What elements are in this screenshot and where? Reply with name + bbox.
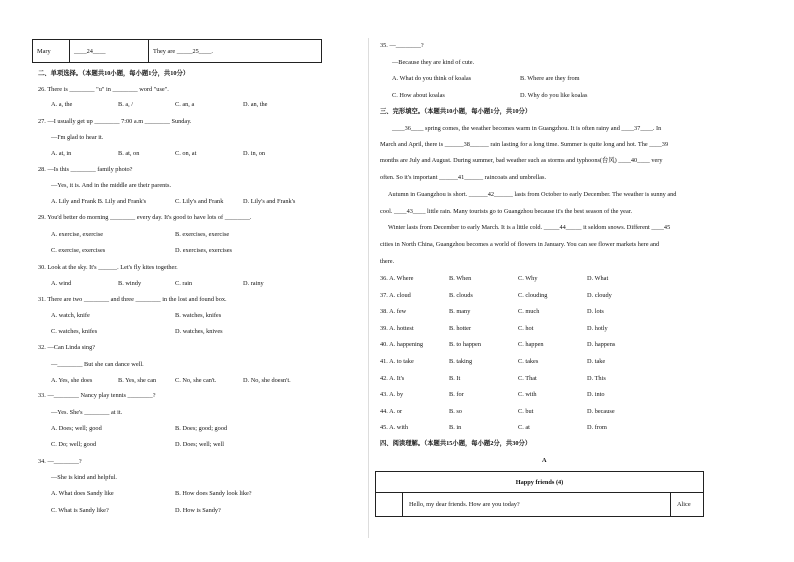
question-33-option: C. Do; well; good bbox=[51, 441, 97, 448]
question-30-option: A. wind bbox=[51, 280, 72, 287]
happy-friends-line: Hello, my dear friends. How are you today? bbox=[403, 493, 671, 517]
passage-line: Autumn in Guangzhou is short. ______42______ lasts from October to early December. The weather is sunny and bbox=[388, 191, 677, 198]
question-29-option: A. exercise, exercise bbox=[51, 231, 104, 238]
cloze-option: 38. A. few bbox=[380, 308, 407, 316]
passage-line: ____36____ spring comes, the weather becomes warm in Guangzhou. It is often rainy and ____37____. In bbox=[392, 125, 662, 132]
cloze-option: D. from bbox=[587, 424, 607, 432]
question-27-dialog: —I'm glad to hear it. bbox=[51, 134, 104, 141]
question-34-option: D. How is Sandy? bbox=[175, 507, 221, 514]
cloze-option: C. happen bbox=[518, 341, 544, 349]
passage-line: months are July and August. During summer, bad weather such as storms and typhoons(台风) ____40____ very bbox=[380, 157, 663, 164]
cloze-option: D. into bbox=[587, 391, 605, 399]
question-34: 34. —________? bbox=[38, 458, 82, 465]
table-cell-name: Mary bbox=[33, 40, 70, 63]
q35-option-c: C. How about koalas bbox=[392, 92, 445, 99]
question-31-option: A. watch, knife bbox=[51, 312, 90, 319]
q35-option-b: B. Where are they from bbox=[520, 75, 580, 82]
question-29-option: B. exercises, exercise bbox=[175, 231, 230, 238]
happy-friends-speaker: Alice bbox=[671, 493, 704, 517]
cloze-option: B. When bbox=[449, 275, 472, 282]
question-34-option: A. What does Sandy like bbox=[51, 490, 114, 497]
cloze-option: D. lots bbox=[587, 308, 604, 316]
cloze-option: 45. A. with bbox=[380, 424, 408, 432]
cloze-option: D. This bbox=[587, 374, 606, 382]
question-31-option: C. watches, knifes bbox=[51, 328, 98, 335]
passage-line: cities in North China, Guangzhou becomes a world of flowers in January. You can see flower markets here and bbox=[380, 241, 660, 248]
question-34-option: C. What is Sandy like? bbox=[51, 507, 109, 514]
cloze-option: 42. A. It's bbox=[380, 374, 405, 382]
question-26: 26. There is ________ "u" in ________ word "use". bbox=[38, 86, 169, 93]
question-27: 27. —I usually get up ________ 7:00 a.m ________ Sunday. bbox=[38, 118, 192, 125]
cloze-option: C. at bbox=[518, 424, 530, 432]
cloze-option: C. Why bbox=[518, 275, 538, 282]
cloze-option: B. clouds bbox=[449, 291, 473, 299]
cloze-option: B. many bbox=[449, 308, 471, 316]
cloze-option: D. because bbox=[587, 407, 615, 415]
answer-table bbox=[32, 39, 322, 63]
question-34-dialog: —She is kind and helpful. bbox=[51, 474, 117, 481]
question-27-option: C. on, at bbox=[175, 150, 197, 157]
question-31: 31. There are two ________ and three ________ in the lost and found box. bbox=[38, 296, 227, 303]
section3-title: 三、完形填空。（本题共10小题，每小题1分，共10分） bbox=[380, 108, 532, 115]
section2-title: 二、单项选择。（本题共10小题，每小题1分，共10分） bbox=[38, 70, 190, 77]
question-32-option: D. No, she doesn't. bbox=[243, 377, 291, 384]
passage-line: often. So it's important ______41______ raincoats and umbrellas. bbox=[380, 174, 547, 181]
question-27-option: B. at, on bbox=[118, 150, 140, 157]
question-26-option: A. a, the bbox=[51, 101, 73, 108]
question-32-dialog: —________ But she can dance well. bbox=[51, 361, 144, 368]
cloze-option: 41. A. to take bbox=[380, 358, 414, 365]
cloze-option: B. It bbox=[449, 374, 461, 382]
question-30-option: B. windy bbox=[118, 280, 142, 287]
question-28-option: D. Lily's and Frank's bbox=[243, 198, 296, 205]
cloze-option: D. happens bbox=[587, 341, 616, 349]
question-28-option: C. Lily's and Frank bbox=[175, 198, 224, 205]
question-33-dialog: —Yes. She's ________ at it. bbox=[51, 409, 123, 416]
question-33-option: B. Does; good; good bbox=[175, 425, 228, 432]
cloze-option: B. so bbox=[449, 407, 462, 415]
cloze-option: C. much bbox=[518, 308, 540, 316]
cloze-option: B. for bbox=[449, 391, 464, 399]
cloze-option: 39. A. hottest bbox=[380, 324, 414, 332]
question-26-option: D. an, the bbox=[243, 101, 268, 108]
table-cell-24: ____24____ bbox=[70, 40, 149, 63]
happy-friends-table bbox=[375, 471, 704, 517]
cloze-option: D. take bbox=[587, 358, 606, 365]
cloze-option: D. hotly bbox=[587, 324, 608, 332]
cloze-option: 40. A. happening bbox=[380, 341, 424, 349]
question-27-option: D. in, on bbox=[243, 150, 266, 157]
cloze-option: C. That bbox=[518, 374, 537, 382]
cloze-option: C. but bbox=[518, 407, 534, 415]
question-31-option: D. watches, knives bbox=[175, 328, 223, 335]
cloze-option: 43. A. by bbox=[380, 391, 404, 399]
question-32-option: B. Yes, she can bbox=[118, 377, 157, 384]
section4-title: 四、阅读理解。（本题共15小题，每小题2分，共30分） bbox=[380, 440, 532, 447]
question-27-option: A. at, in bbox=[51, 150, 72, 157]
cloze-option: C. takes bbox=[518, 358, 539, 365]
question-26-option: C. an, a bbox=[175, 101, 195, 108]
passage-line: Winter lasts from December to early March. It is a little cold. _____44_____ it seldom snows. Different ____45 bbox=[388, 224, 671, 231]
column-divider bbox=[368, 38, 369, 538]
cloze-option: D. What bbox=[587, 275, 609, 282]
question-28-option: A. Lily and Frank B. Lily and Frank's bbox=[51, 198, 147, 205]
question-33-option: A. Does; well; good bbox=[51, 425, 102, 432]
question-30: 30. Look at the sky. It's ______. Let's fly kites together. bbox=[38, 264, 178, 271]
table-cell-25: They are _____25____. bbox=[149, 40, 322, 63]
cloze-option: B. in bbox=[449, 424, 462, 432]
passage-line: there. bbox=[380, 258, 395, 265]
cloze-option: B. taking bbox=[449, 358, 473, 365]
cloze-option: C. hot bbox=[518, 324, 534, 332]
cloze-option: D. cloudy bbox=[587, 291, 612, 299]
q35-option-a: A. What do you think of koalas bbox=[392, 75, 472, 82]
question-28-dialog: —Yes, it is. And in the middle are their parents. bbox=[51, 182, 172, 189]
question-30-option: C. rain bbox=[175, 280, 193, 287]
question-32: 32. —Can Linda sing? bbox=[38, 344, 96, 351]
happy-friends-title: Happy friends (4) bbox=[376, 472, 704, 493]
question-33-option: D. Does; well; well bbox=[175, 441, 224, 448]
passage-line: cool. ____43____ little rain. Many tourists go to Guangzhou because it's the best season of the year. bbox=[380, 208, 633, 215]
question-30-option: D. rainy bbox=[243, 280, 264, 287]
question-26-option: B. a, / bbox=[118, 101, 134, 108]
question-29: 29. You'd better do morning ________ every day. It's good to have lots of ________. bbox=[38, 214, 252, 221]
q35-question: 35. —________? bbox=[380, 42, 424, 49]
question-33: 33. —________ Nancy play tennis ________? bbox=[38, 392, 156, 399]
cloze-option: C. clouding bbox=[518, 291, 548, 299]
question-29-option: C. exercise, exercises bbox=[51, 247, 106, 254]
question-29-option: D. exercises, exercises bbox=[175, 247, 232, 254]
question-31-option: B. watches, knifes bbox=[175, 312, 222, 319]
q35-answer: —Because they are kind of cute. bbox=[392, 59, 475, 66]
q35-option-d: D. Why do you like koalas bbox=[520, 92, 588, 99]
question-32-option: C. No, she can't. bbox=[175, 377, 217, 384]
section4-letter: A bbox=[542, 457, 547, 464]
cloze-option: B. hotter bbox=[449, 324, 472, 332]
question-32-option: A. Yes, she does bbox=[51, 377, 93, 384]
passage-line: March and April, there is ______38______ rain lasting for a long time. Summer is quite long and hot. The ____39 bbox=[380, 141, 669, 148]
cloze-option: 37. A. cloud bbox=[380, 291, 411, 299]
cloze-option: C. with bbox=[518, 391, 537, 399]
cloze-option: 36. A. Where bbox=[380, 275, 414, 282]
question-28: 28. —Is this ________ family photo? bbox=[38, 166, 133, 173]
question-34-option: B. How does Sandy look like? bbox=[175, 490, 252, 497]
cloze-option: 44. A. or bbox=[380, 407, 403, 415]
cloze-option: B. to happen bbox=[449, 341, 482, 349]
empty-cell bbox=[376, 493, 403, 517]
